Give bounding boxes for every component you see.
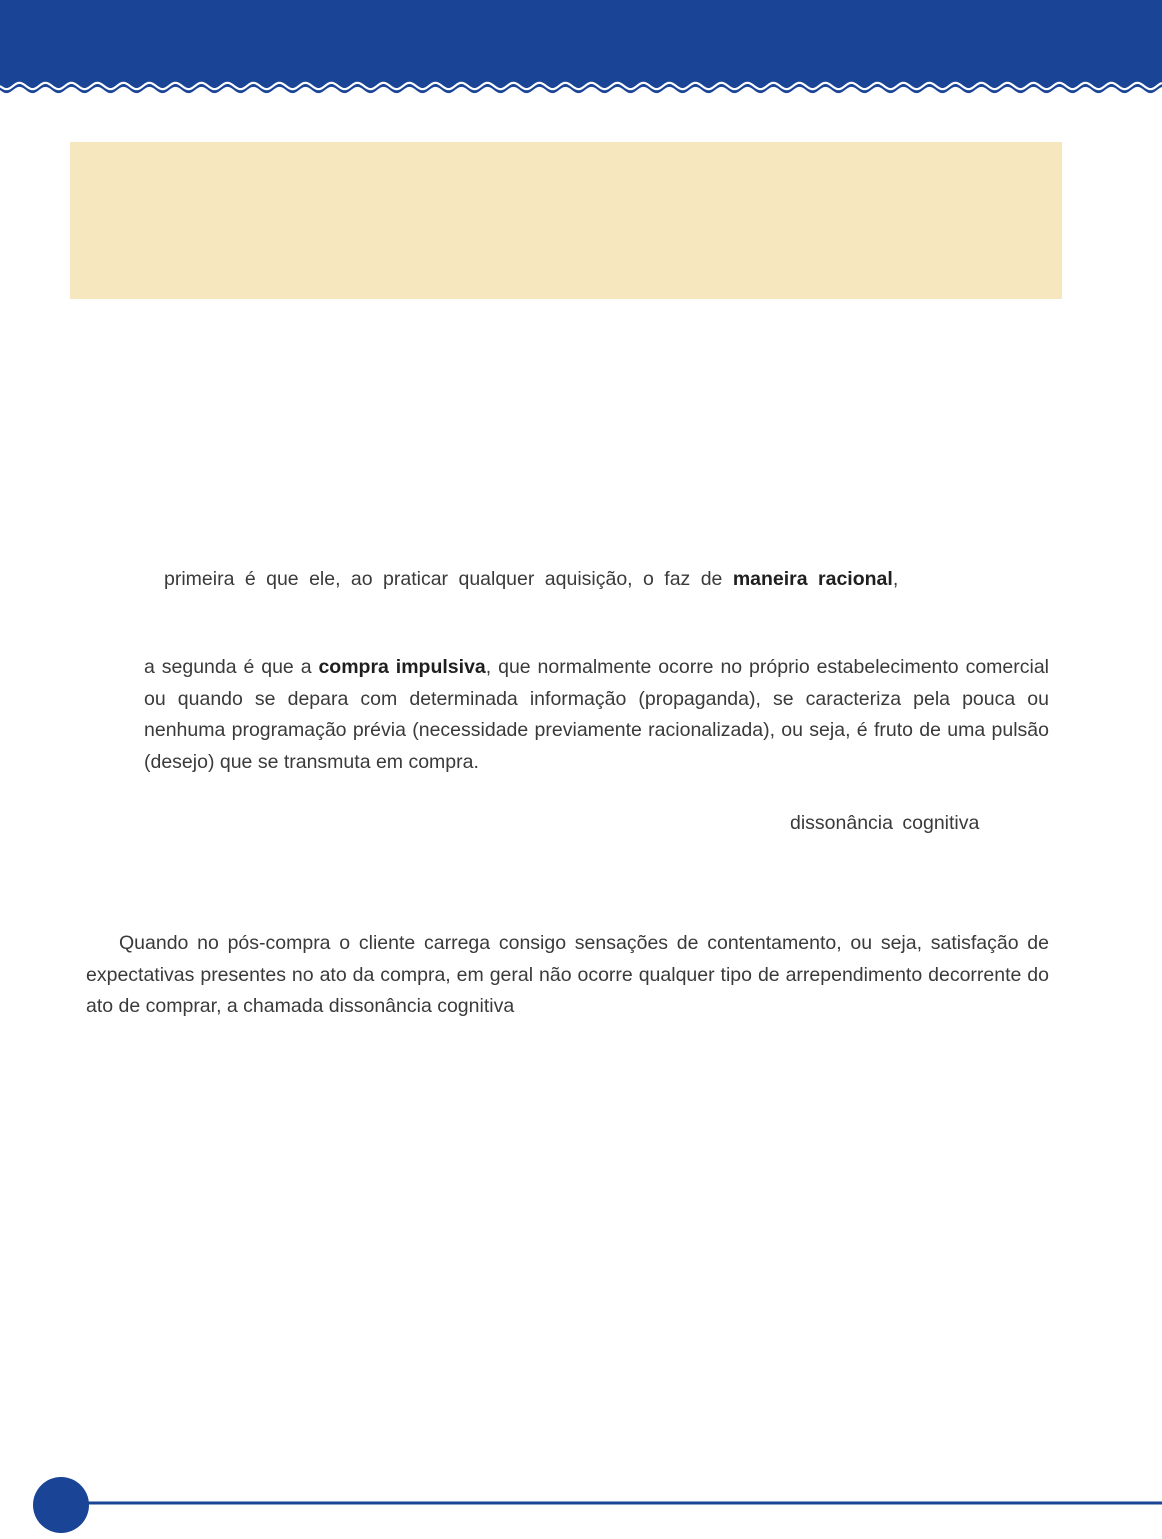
list-item-first <box>164 564 964 596</box>
first-item-prefix: primeira é que ele, ao praticar qualquer aquisição, o faz de <box>164 568 733 590</box>
first-item-suffix: , <box>892 568 899 590</box>
header-band <box>0 0 1162 100</box>
header-wave-graphic <box>0 0 1162 100</box>
second-item-bold-term: compra impulsiva <box>318 656 486 678</box>
first-item-bold-term: maneira racional <box>732 568 893 590</box>
page-number-marker <box>33 1477 89 1533</box>
callout-box <box>70 142 1062 299</box>
term-line: dissonância cognitiva <box>790 812 980 834</box>
footer <box>0 1474 1162 1534</box>
second-item-suffix: , que normalmente ocorre no próprio estabelecimento comercial ou quando se depara com determinada informação (propaganda), se caracteriza pela pouca ou nenhuma programação prévia (necessidade previamente racionalizada), ou seja, é fruto de uma pulsão (desejo) que se transmuta em compra. <box>144 656 1050 773</box>
list-item-second <box>144 652 1049 778</box>
second-item-prefix: a segunda é que a <box>144 656 319 678</box>
body-paragraph: Quando no pós-compra o cliente carrega consigo sensações de contentamento, ou seja, satisfação de expectativas presentes no ato da compra, em geral não ocorre qualquer tipo de arrependimento decorrente do ato de comprar, a chamada dissonância cognitiva <box>86 932 1049 1017</box>
